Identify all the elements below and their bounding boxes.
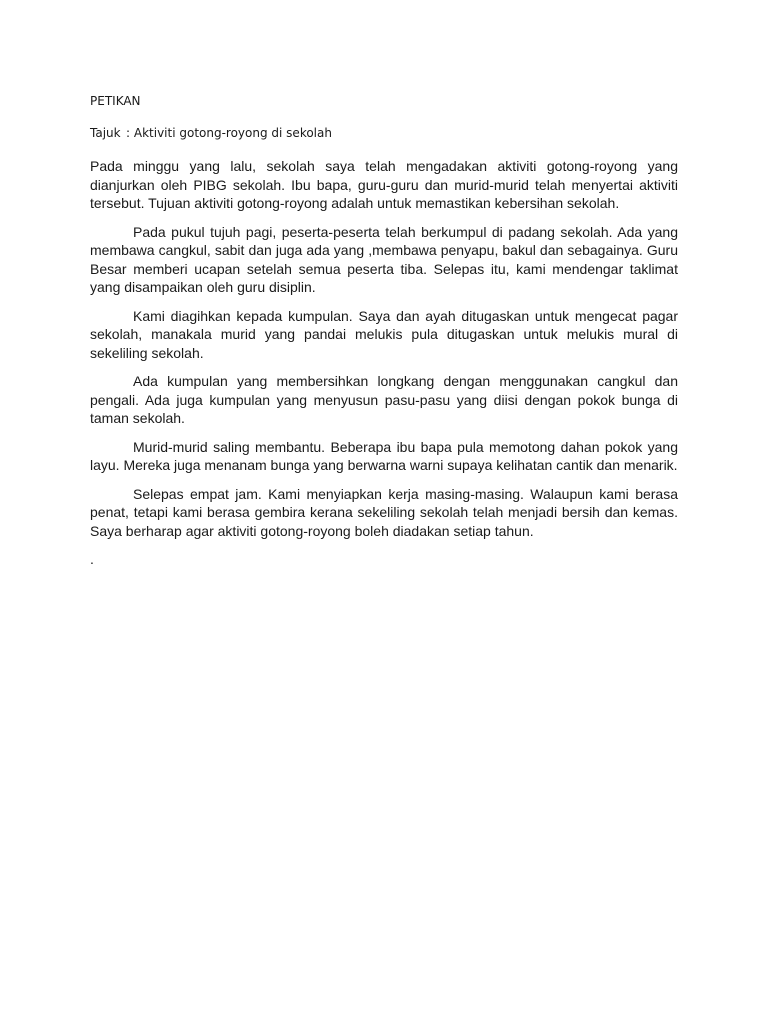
paragraph-groups: Kami diagihkan kepada kumpulan. Saya dan ayah ditugaskan untuk mengecat pagar sekolah, manakala murid yang pandai melukis pula ditugaskan untuk melukis mural di sekeliling sekolah. (90, 307, 678, 361)
paragraph-conclusion: Selepas empat jam. Kami menyiapkan kerja masing-masing. Walaupun kami berasa penat, tetapi kami berasa gembira kerana sekeliling sekolah telah menjadi bersih dan kemas. Saya berharap agar aktiviti gotong-royong boleh diadakan setiap tahun. (90, 485, 678, 539)
document-body (90, 157, 678, 569)
trailing-mark: . (90, 551, 94, 567)
title-label: Tajuk (90, 126, 121, 140)
title-row (90, 125, 332, 141)
paragraph-intro: Pada minggu yang lalu, sekolah saya telah mengadakan aktiviti gotong-royong yang dianjurkan oleh PIBG sekolah. Ibu bapa, guru-guru dan murid-murid telah menyertai aktiviti tersebut. Tujuan aktiviti gotong-royong adalah untuk memastikan kebersihan sekolah. (90, 158, 678, 211)
paragraph-helping: Murid-murid saling membantu. Beberapa ibu bapa pula memotong dahan pokok yang layu. Mereka juga menanam bunga yang berwarna warni supaya kelihatan cantik dan menarik. (90, 438, 678, 473)
document-heading: PETIKAN (90, 94, 141, 108)
title-separator: : (126, 126, 131, 140)
paragraph-drains: Ada kumpulan yang membersihkan longkang dengan menggunakan cangkul dan pengali. Ada juga kumpulan yang menyusun pasu-pasu yang diisi dengan pokok bunga di taman sekolah. (90, 373, 678, 426)
title-text: Aktiviti gotong-royong di sekolah (133, 126, 332, 140)
paragraph-gathering: Pada pukul tujuh pagi, peserta-peserta telah berkumpul di padang sekolah. Ada yang membawa cangkul, sabit dan juga ada yang ,membawa penyapu, bakul dan sebagainya. Guru Besar memberi ucapan setelah semua peserta tiba. Selepas itu, kami mendengar taklimat yang disampaikan oleh guru disiplin. (90, 223, 678, 295)
